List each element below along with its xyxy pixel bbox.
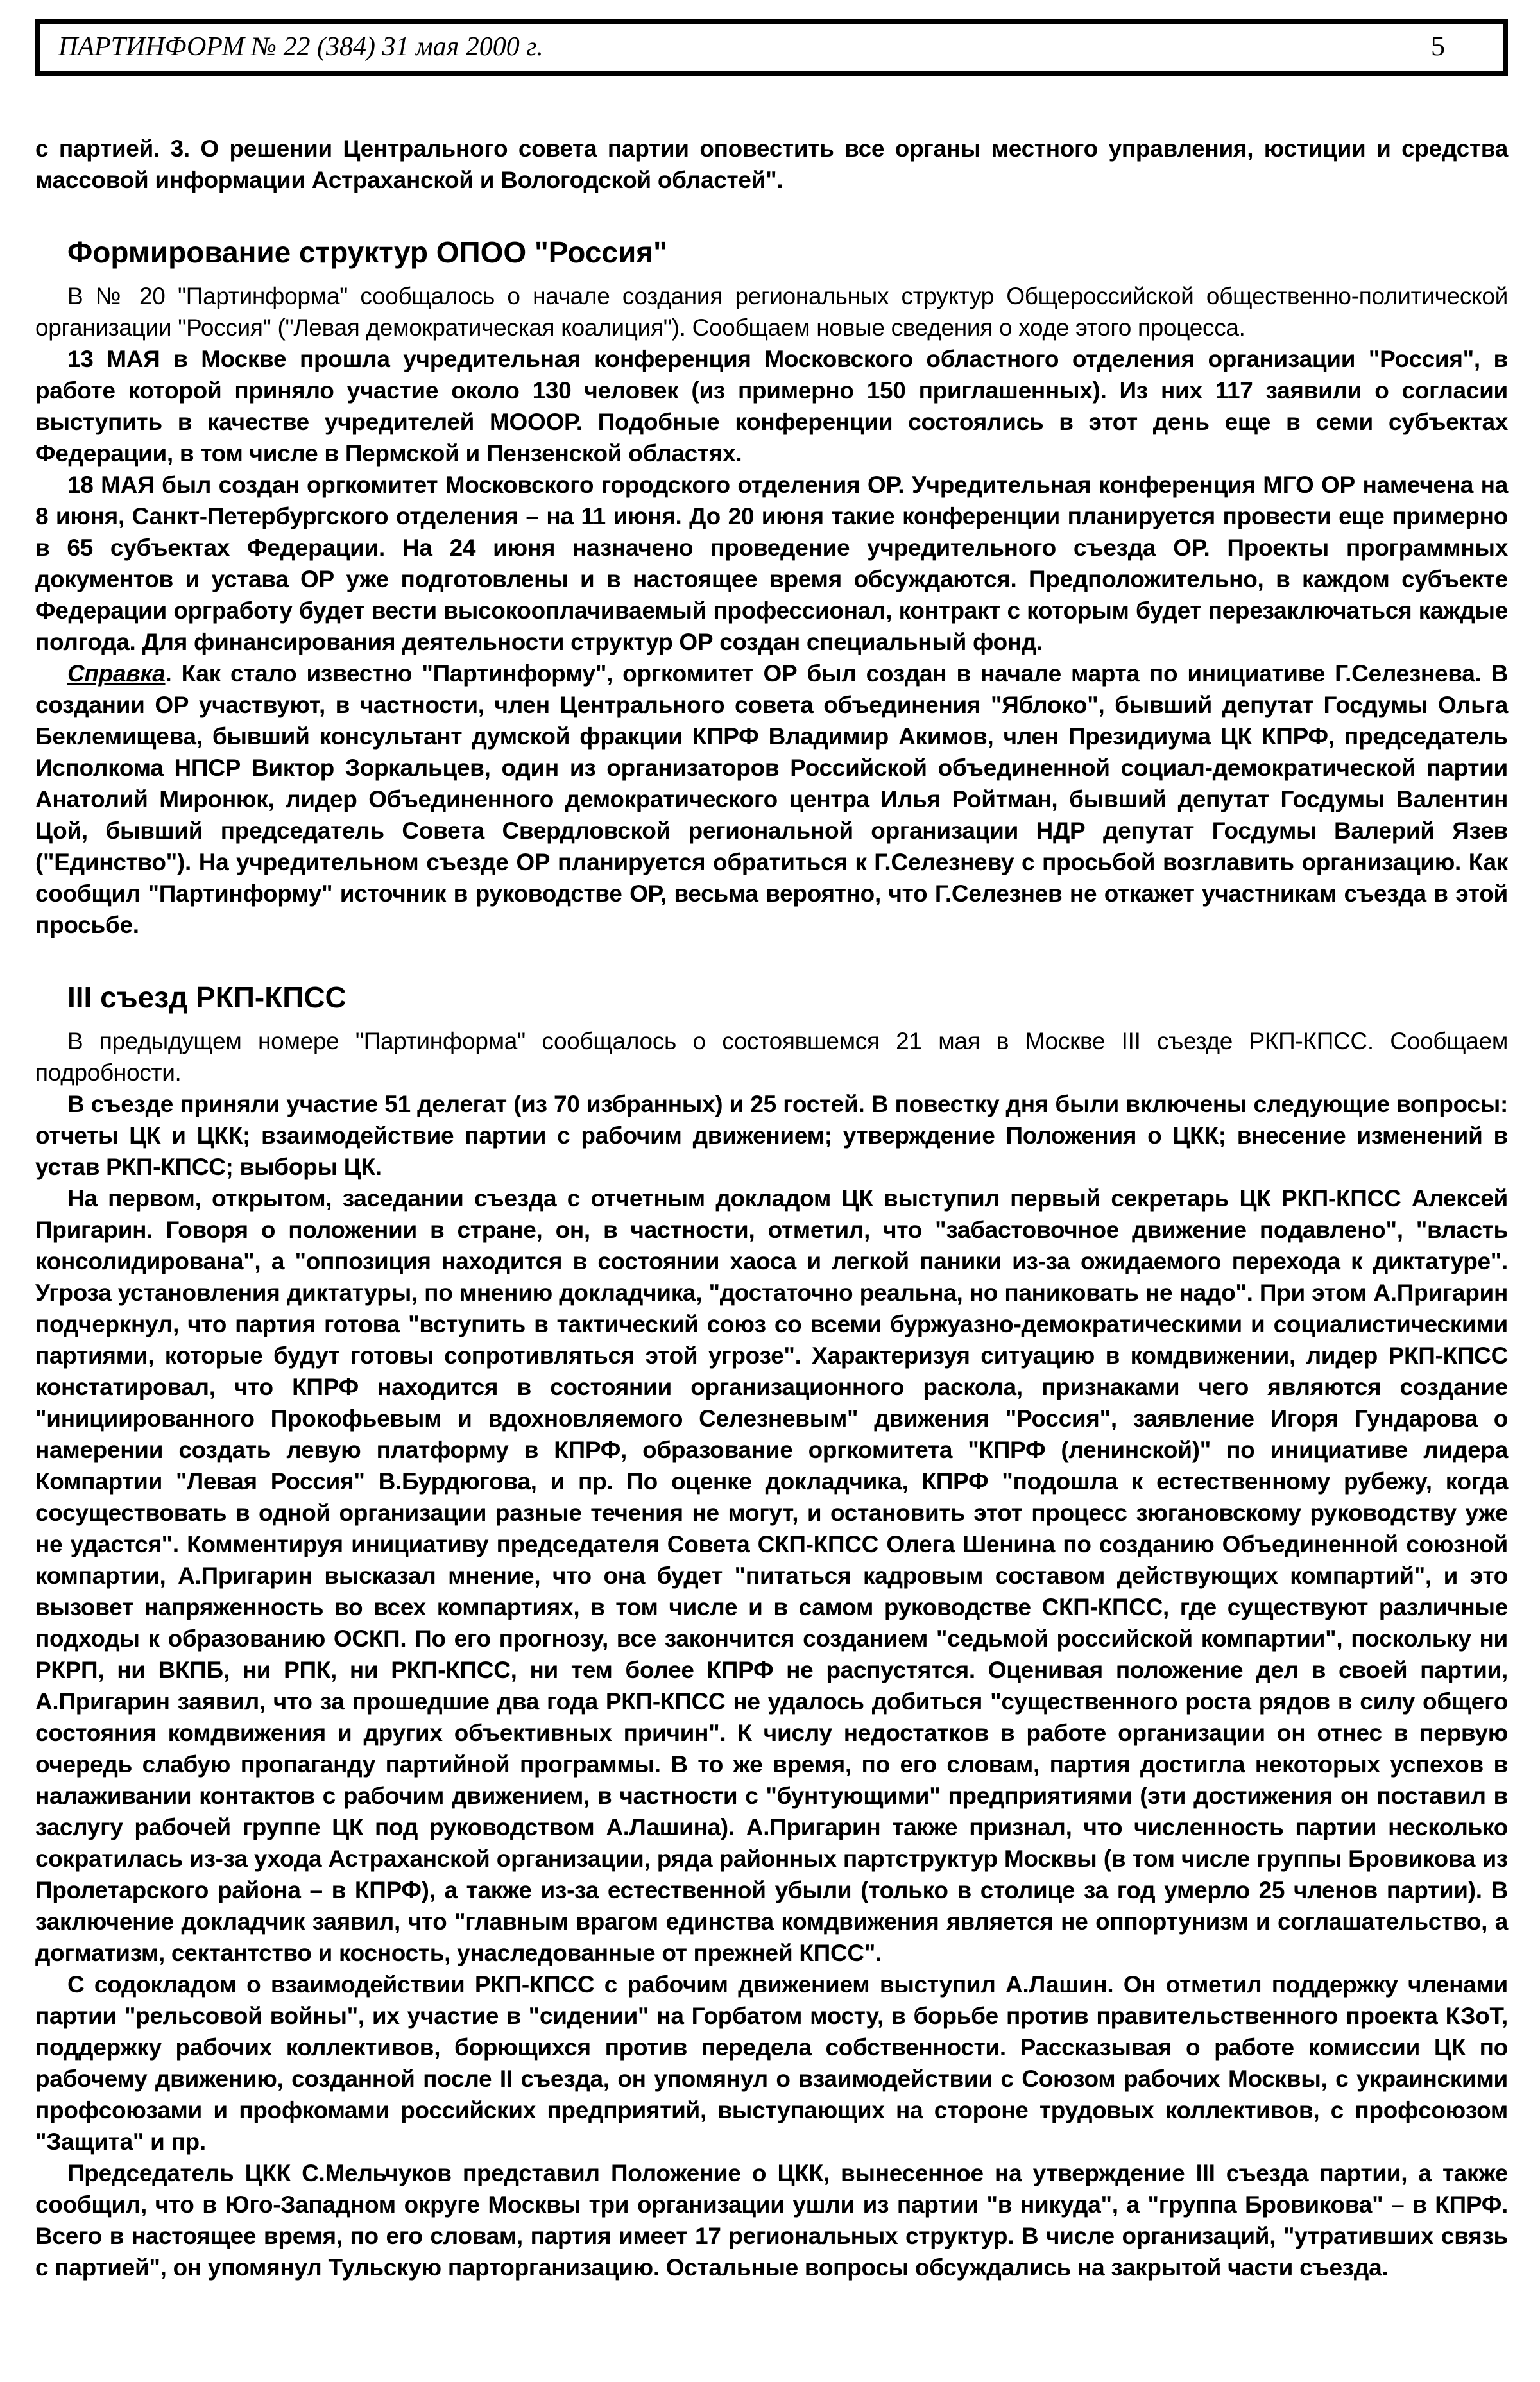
paragraph: В предыдущем номере "Партинформа" сообщалось о состоявшемся 21 мая в Москве III съезде РКП-КПСС. Сообщаем подробности. [35,1028,1508,1086]
paragraph [35,658,1508,941]
paragraph-text: . Как стало известно "Партинформу", оргкомитет ОР был создан в начале марта по инициативе Г.Селезнева. В создании ОР участвуют, в частности, член Центрального совета объединения "Яблоко", бывший депутат Госдумы Ольга Беклемищева, бывший консультант думской фракции КПРФ Владимир Акимов, член Президиума ЦК КПРФ, председатель Исполкома НПСР Виктор Зоркальцев, один из организаторов Российской объединенной социал-демократической партии Анатолий Миронюк, лидер Объединенного демократического центра Илья Ройтман, бывший депутат Госдумы Валентин Цой, бывший председатель Совета Свердловской региональной организации НДР депутат Госдумы Валерий Язев ("Единство"). На учредительном съезде ОР планируется обратиться к Г.Селезневу с просьбой возглавить организацию. Как сообщил "Партинформу" источник в руководстве ОР, весьма вероятно, что Г.Селезнев не откажет участникам съезда в этой просьбе. [35,660,1508,938]
page-number: 5 [1431,30,1445,62]
paragraph: В № 20 "Партинформа" сообщалось о начале создания региональных структур Общероссийской общественно-политической организации "Россия" ("Левая демократическая коалиция"). Сообщаем новые сведения о ходе этого процесса. [35,283,1508,341]
paragraph: 13 МАЯ в Москве прошла учредительная конференция Московского областного отделения организации "Россия", в работе которой приняло участие около 130 человек (из примерно 150 приглашенных). Из них 117 заявили о согласии выступить в качестве учредителей МОООР. Подобные конференции состоялись в этот день еще в семи субъектах Федерации, в том числе в Пермской и Пензенской областях. [35,346,1508,467]
journal-title: ПАРТИНФОРМ № 22 (384) 31 мая 2000 г. [58,32,543,62]
section-title-opoo-rossiya: Формирование структур ОПОО "Россия" [67,236,667,269]
paragraph: В съезде приняли участие 51 делегат (из 70 избранных) и 25 гостей. В повестку дня были включены следующие вопросы: отчеты ЦК и ЦКК; взаимодействие партии с рабочим движением; утверждение Положения о ЦКК; внесение изменений в устав РКП-КПСС; выборы ЦК. [35,1091,1508,1180]
spravka-lead: Справка [67,660,166,687]
paragraph: 18 МАЯ был создан оргкомитет Московского городского отделения ОР. Учредительная конференция МГО ОР намечена на 8 июня, Санкт-Петербургского отделения – на 11 июня. До 20 июня такие конференции планируется провести еще примерно в 65 субъектах Федерации. На 24 июня назначено проведение учредительного съезда ОР. Проекты программных документов и устава ОР уже подготовлены и в настоящее время обсуждаются. Предположительно, в каждом субъекте Федерации оргработу будет вести высокооплачиваемый профессионал, контракт с которым будет перезаключаться каждые полгода. Для финансирования деятельности структур ОР создан специальный фонд. [35,472,1508,655]
paragraph: На первом, открытом, заседании съезда с отчетным докладом ЦК выступил первый секретарь ЦК РКП-КПСС Алексей Пригарин. Говоря о положении в стране, он, в частности, отметил, что "забастовочное движение подавлено", "власть консолидирована", а "оппозиция находится в состоянии хаоса и легкой паники из-за ожидаемого перехода к диктатуре". Угроза установления диктатуры, по мнению докладчика, "достаточно реальна, но паниковать не надо". При этом А.Пригарин подчеркнул, что партия готова "вступить в тактический союз со всеми буржуазно-демократическими и социалистическими партиями, которые будут готовы сопротивляться этой угрозе". Характеризуя ситуацию в комдвижении, лидер РКП-КПСС констатировал, что КПРФ находится в состоянии организационного раскола, признаками чего являются создание "инициированного Прокофьевым и вдохновляемого Селезневым" движения "Россия", заявление Игоря Гундарова о намерении создать левую платформу в КПРФ, образование оргкомитета "КПРФ (ленинской)" по инициативе лидера Компартии "Левая Россия" В.Бурдюгова, и пр. По оценке докладчика, КПРФ "подошла к естественному рубежу, когда сосуществовать в одной организации разные течения не могут, и остановить этот процесс зюгановскому руководству уже не удастся". Комментируя инициативу председателя Совета СКП-КПСС Олега Шенина по созданию Объединенной союзной компартии, А.Пригарин высказал мнение, что она будет "питаться кадровым составом действующих компартий", и это вызовет напряженность во всех компартиях, в том числе и в самом руководстве СКП-КПСС, где существуют различные подходы к образованию ОСКП. По его прогнозу, все закончится созданием "седьмой российской компартии", поскольку ни РКРП, ни ВКПБ, ни РПК, ни РКП-КПСС, ни тем более КПРФ не распустятся. Оценивая положение дел в своей партии, А.Пригарин заявил, что за прошедшие два года РКП-КПСС не удалось добиться "существенного роста рядов в силу общего состояния комдвижения и других объективных причин". К числу недостатков в работе организации он отнес в первую очередь слабую пропаганду партийной программы. В то же время, по его словам, партия достигла некоторых успехов в налаживании контактов с рабочим движением, в частности с "бунтующими" предприятиями (эти достижения он поставил в заслугу рабочей группе ЦК под руководством А.Лашина). А.Пригарин также признал, что численность партии несколько сократилась из-за ухода Астраханской организации, ряда районных партструктур Москвы (в том числе группы Бровикова из Пролетарского района – в КПРФ), а также из-за естественной убыли (только в столице за год умерло 25 членов партии). В заключение докладчик заявил, что "главным врагом единства комдвижения является не оппортунизм и соглашательство, а догматизм, сектантство и косность, унаследованные от прежней КПСС". [35,1185,1508,1966]
paragraph: С содокладом о взаимодействии РКП-КПСС с рабочим движением выступил А.Лашин. Он отметил поддержку членами партии "рельсовой войны", их участие в "сидении" на Горбатом мосту, в борьбе против правительственного проекта КЗоТ, поддержку рабочих коллективов, борющихся против передела собственности. Рассказывая о работе комиссии ЦК по рабочему движению, созданной после II съезда, он упомянул о взаимодействии с Союзом рабочих Москвы, с украинскими профсоюзами и профкомами российских предприятий, выступающих на стороне трудовых коллективов, с профсоюзом "Защита" и пр. [35,1971,1508,2155]
section-title-iii-syezd: III съезд РКП-КПСС [67,981,346,1014]
page-header [35,19,1508,76]
paragraph: Председатель ЦКК С.Мельчуков представил Положение о ЦКК, вынесенное на утверждение III съезда партии, а также сообщил, что в Юго-Западном округе Москвы три организации ушли из партии "в никуда", а "группа Бровикова" – в КПРФ. Всего в настоящее время, по его словам, партия имеет 17 региональных структур. В числе организаций, "утративших связь с партией", он упомянул Тульскую парторганизацию. Остальные вопросы обсуждались на закрытой части съезда. [35,2160,1508,2281]
article-body [35,133,1508,2283]
continuation-paragraph: с партией. 3. О решении Центрального совета партии оповестить все органы местного управления, юстиции и средства массовой информации Астраханской и Вологодской областей". [35,135,1508,193]
